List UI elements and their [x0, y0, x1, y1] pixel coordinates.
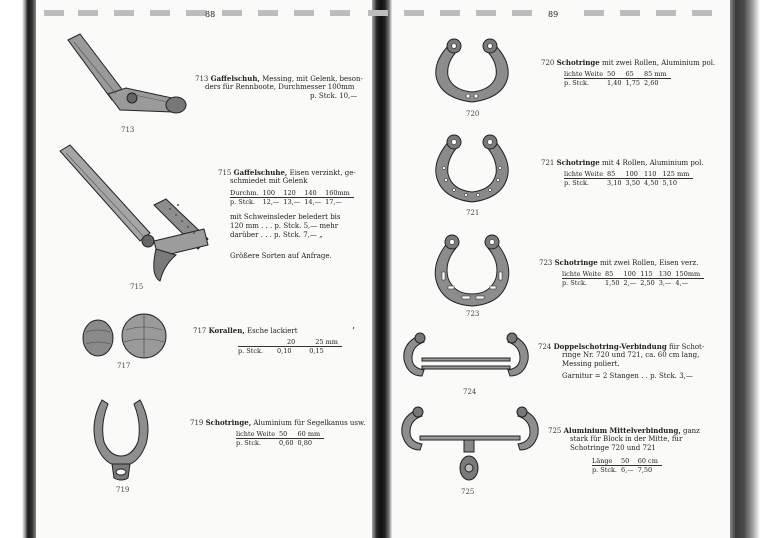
item-717-blank: [238, 338, 267, 347]
item-721-desc: mit 4 Rollen, Aluminium pol.: [601, 159, 704, 167]
item-717-number: 717: [193, 327, 207, 335]
page-number-left: 88: [205, 10, 216, 19]
top-tick: [656, 10, 676, 16]
item-719-desc: Aluminium für Segelkanus usw.: [253, 419, 366, 427]
top-tick: [294, 10, 314, 16]
top-tick: [512, 10, 532, 16]
stray-mark: ’: [352, 327, 355, 337]
item-720-size: 85 mm: [644, 70, 671, 79]
top-tick: [78, 10, 98, 16]
left-scan-edge: [22, 0, 36, 538]
item-725-size: 50: [621, 457, 638, 466]
item-725-desc-line1: ganz: [683, 427, 700, 435]
item-721-size-label: lichte Weite: [564, 170, 607, 179]
item-719-size: 60 mm: [298, 430, 325, 439]
sheet-ring-721-illustration: [432, 132, 514, 208]
item-723-size: 115: [640, 270, 658, 279]
item-723-spec-table: [562, 270, 704, 287]
top-tick: [258, 10, 278, 16]
item-724-desc-line4: Garnitur = 2 Stangen . . p. Stck. 3,—: [562, 372, 693, 380]
item-721-line1: [541, 158, 704, 168]
item-719-price: 0,60: [279, 439, 294, 447]
item-713-price: p. Stck. 10,—: [310, 92, 358, 100]
item-723-size-label: lichte Weite: [562, 270, 605, 279]
sheet-ring-719-illustration: [88, 392, 154, 484]
item-723-price: 2,50: [640, 279, 655, 287]
item-717-line1: [193, 326, 298, 336]
item-717-spec-table: [238, 338, 342, 355]
item-715-size: 100: [263, 189, 284, 198]
item-715-desc-line2: schmiedet mit Gelenk: [230, 177, 308, 185]
item-721-price: 5,10: [662, 179, 677, 187]
item-720-spec-table: [564, 70, 671, 87]
figure-label-717: 717: [117, 362, 131, 370]
top-tick: [44, 10, 64, 16]
item-725-price-label: p. Stck.: [592, 466, 618, 474]
item-713-desc-line1: Messing, mit Gelenk, beson-: [262, 75, 363, 83]
item-725-title: Aluminium Mittelverbindung,: [563, 426, 681, 435]
item-721-price: 3,10: [607, 179, 622, 187]
item-719-spec-table: [236, 430, 324, 447]
beads-717-illustration: [80, 312, 170, 362]
item-715-price: 17,—: [325, 198, 342, 206]
item-721-price-label: p. Stck.: [564, 179, 590, 187]
top-tick: [222, 10, 242, 16]
item-723-number: 723: [539, 259, 553, 267]
item-719-size: 50: [279, 430, 297, 439]
item-723-size: 85: [605, 270, 623, 279]
top-tick: [692, 10, 712, 16]
item-715-title: Gaffelschuhe,: [233, 168, 288, 177]
page-number-right: 89: [548, 10, 559, 19]
item-720-line1: [541, 58, 715, 68]
top-tick: [404, 10, 424, 16]
item-719-price-label: p. Stck.: [236, 439, 262, 447]
middle-connection-725-illustration: [398, 404, 544, 486]
item-717-size: 20: [267, 338, 299, 347]
item-721-size: 110: [644, 170, 662, 179]
item-723-title: Schotringe: [554, 258, 598, 267]
item-713-desc-line2: ders für Rennboote, Durchmesser 100mm: [205, 83, 355, 91]
top-tick: [330, 10, 350, 16]
top-tick: [150, 10, 170, 16]
item-719-title: Schotringe,: [205, 418, 252, 427]
item-717-desc: Esche lackiert: [246, 327, 298, 335]
item-723-price: 4,—: [675, 279, 689, 287]
item-720-size: 65: [626, 70, 644, 79]
item-725-size: 60 cm: [638, 457, 662, 466]
item-723-price: 1,50: [605, 279, 620, 287]
item-723-size: 130: [659, 270, 676, 279]
item-724-desc-line1: für Schot-: [668, 343, 705, 351]
sheet-ring-720-illustration: [432, 36, 514, 108]
item-721-size: 125 mm: [663, 170, 694, 179]
item-715-size-label: Durchm.: [230, 189, 263, 198]
item-721-number: 721: [541, 159, 555, 167]
item-719-number: 719: [190, 419, 204, 427]
item-723-price-label: p. Stck.: [562, 279, 588, 287]
item-723-line1: [539, 258, 698, 268]
item-715-size: 140: [304, 189, 325, 198]
item-723-desc: mit zwei Rollen, Eisen verz.: [599, 259, 699, 267]
top-tick: [114, 10, 134, 16]
item-719-size-label: lichte Weite: [236, 430, 279, 439]
top-tick: [476, 10, 496, 16]
figure-label-725: 725: [461, 488, 475, 496]
gaff-jaw-715-illustration: [58, 145, 208, 280]
item-720-price: 1,75: [625, 79, 641, 87]
item-715-note-line3: darüber . . . p. Stck. 7,— „: [230, 231, 323, 239]
item-720-desc: mit zwei Rollen, Aluminium pol.: [601, 59, 716, 67]
item-725-desc-line2: stark für Block in der Mitte, für: [570, 435, 683, 443]
figure-label-719: 719: [116, 486, 130, 494]
item-715-note-line4: Größere Sorten auf Anfrage.: [230, 252, 332, 260]
item-717-price: 0,15: [309, 347, 324, 355]
item-717-size: 25 mm: [299, 338, 342, 347]
item-721-size: 85: [607, 170, 625, 179]
item-713-title: Gaffelschuh,: [210, 74, 260, 83]
figure-label-724: 724: [463, 388, 477, 396]
item-725-spec-table: [592, 457, 662, 474]
item-721-price: 4,50: [644, 179, 659, 187]
item-720-price-label: p. Stck.: [564, 79, 590, 87]
item-720-price: 2,60: [644, 79, 659, 87]
item-720-number: 720: [541, 59, 555, 67]
sheet-ring-723-illustration: [432, 232, 514, 312]
item-724-title: Doppelschotring-Verbindung: [553, 342, 667, 351]
item-723-price: 3,—: [658, 279, 672, 287]
item-720-price: 1,40: [607, 79, 622, 87]
top-tick: [440, 10, 460, 16]
item-721-spec-table: [564, 170, 693, 187]
item-721-title: Schotringe: [556, 158, 600, 167]
item-725-price: 7,50: [637, 466, 653, 474]
item-721-price: 3,50: [625, 179, 641, 187]
figure-label-713: 713: [121, 126, 135, 134]
item-717-price: 0,10: [277, 347, 292, 355]
item-715-price: 12,—: [262, 198, 280, 206]
item-715-price-label: p. Stck.: [230, 198, 256, 206]
item-720-title: Schotringe: [556, 58, 600, 67]
item-725-desc-line3: Schotringe 720 und 721: [570, 444, 656, 452]
item-723-size: 100: [624, 270, 641, 279]
gaff-jaw-713-illustration: [60, 32, 190, 122]
figure-label-720: 720: [466, 110, 480, 118]
item-725-price: 6,—: [621, 466, 634, 474]
item-717-price-label: p. Stck.: [238, 347, 264, 355]
item-715-size: 160mm: [325, 189, 354, 198]
figure-label-721: 721: [466, 209, 480, 217]
top-tick: [186, 10, 206, 16]
item-713-number: 713: [195, 75, 209, 83]
item-719-line1: [190, 418, 365, 428]
item-719-price: 0,80: [297, 439, 313, 447]
item-715-size: 120: [283, 189, 304, 198]
item-715-number: 715: [218, 169, 232, 177]
figure-label-715: 715: [130, 283, 144, 291]
item-724-number: 724: [538, 343, 552, 351]
top-tick: [584, 10, 604, 16]
item-715-note-line1: mit Schweinsleder beledert bis: [230, 213, 341, 221]
item-715-price: 13,—: [283, 198, 301, 206]
figure-label-723: 723: [466, 310, 480, 318]
item-724-desc-line3: Messing poliert.: [562, 360, 620, 368]
item-720-size-label: lichte Weite: [564, 70, 607, 79]
item-725-size-label: Länge: [592, 457, 621, 466]
item-723-size: 150mm: [675, 270, 704, 279]
item-724-desc-line2: ringe Nr. 720 und 721, ca. 60 cm lang,: [562, 351, 700, 359]
item-715-note-line2: 120 mm . . . p. Stck. 5,— mehr: [230, 222, 339, 230]
top-tick: [368, 10, 388, 16]
book-gutter: [372, 0, 392, 538]
item-717-title: Korallen,: [208, 326, 245, 335]
item-715-desc-line1: Eisen verzinkt, ge-: [289, 169, 356, 177]
item-715-price: 14,—: [304, 198, 322, 206]
item-723-price: 2,—: [623, 279, 637, 287]
item-715-spec-table: [230, 189, 354, 206]
double-ring-724-illustration: [400, 330, 532, 382]
top-tick: [620, 10, 640, 16]
right-scan-edge: [730, 0, 760, 538]
item-720-size: 50: [607, 70, 625, 79]
item-725-number: 725: [548, 427, 562, 435]
item-721-size: 100: [626, 170, 644, 179]
